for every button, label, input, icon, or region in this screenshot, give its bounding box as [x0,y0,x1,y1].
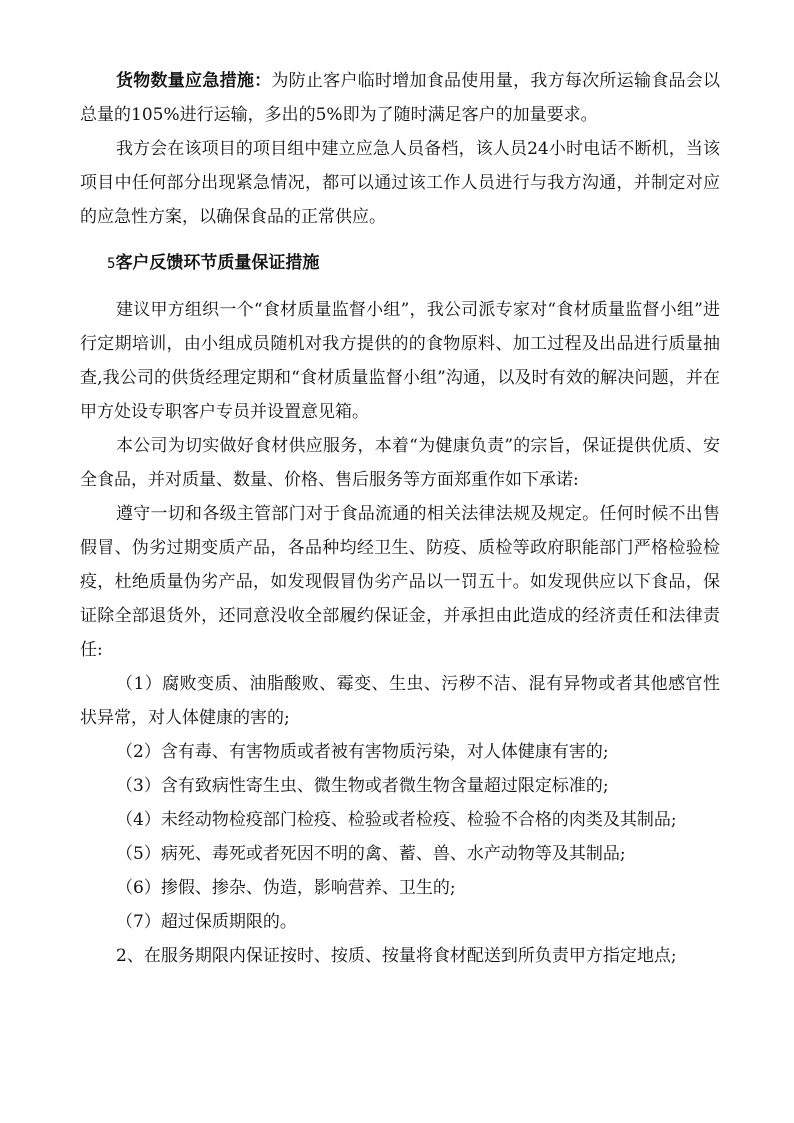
list-item: （2）含有毒、有害物质或者被有害物质污染，对人体健康有害的; [116,742,609,762]
section-heading [80,246,720,281]
emergency-staff-paragraph: 我方会在该项目的项目组中建立应急人员备档，该人员24小时电话不断机，当该项目中任何部分出现紧急情况，都可以通过该工作人员进行与我方沟通，并制定对应的应急性方案，以确保食品的正常供应。 [80,139,720,227]
commitment-intro-paragraph: 本公司为切实做好食材供应服务，本着“为健康负责”的宗旨，保证提供优质、安全食品，并对质量、数量、价格、售后服务等方面郑重作如下承诺: [80,436,720,490]
list-item: （5）病死、毒死或者死因不明的禽、蓄、兽、水产动物等及其制品; [116,844,626,864]
section-number: 5 [107,256,116,272]
delivery-commitment-paragraph: 2、在服务期限内保证按时、按质、按量将食材配送到所负责甲方指定地点; [116,946,677,966]
emergency-measures-paragraph [80,64,720,132]
list-item: （4）未经动物检疫部门检疫、检验或者检疫、检验不合格的肉类及其制品; [116,810,677,830]
list-item: （6）掺假、掺杂、伪造，影响营养、卫生的; [116,878,456,898]
section-title: 客户反馈环节质量保证措施 [115,253,320,273]
list-item: （7）超过保质期限的。 [116,912,297,932]
emergency-measures-text: 为防止客户临时增加食品使用量，我方每次所运输食品会以总量的105%进行运输，多出的5%即为了随时满足客户的加量要求。 [80,71,721,125]
list-item: （1）腐败变质、油脂酸败、霉变、生虫、污秽不洁、混有异物或者其他感官性状异常，对人体健康的害的; [80,674,720,728]
compliance-paragraph: 遵守一切和各级主管部门对于食品流通的相关法律法规及规定。任何时候不出售假冒、伪劣过期变质产品，各品种均经卫生、防疫、质检等政府职能部门严格检验检疫，杜绝质量伪劣产品，如发现假冒伪劣产品以一罚五十。如发现供应以下食品，保证除全部退货外，还同意没收全部履约保证金，并承担由此造成的经济责任和法律责任: [80,504,720,660]
emergency-measures-label: 货物数量应急措施： [116,71,272,91]
list-item: （3）含有致病性寄生虫、微生物或者微生物含量超过限定标准的; [116,776,609,796]
document-page [80,64,720,973]
supervision-group-paragraph: 建议甲方组织一个“食材质量监督小组”，我公司派专家对“食材质量监督小组”进行定期培训，由小组成员随机对我方提供的的食物原料、加工过程及出品进行质量抽查,我公司的供货经理定期和“食材质量监督小组”沟通，以及时有效的解决问题，并在甲方处设专职客户专员并设置意见箱。 [80,300,720,422]
